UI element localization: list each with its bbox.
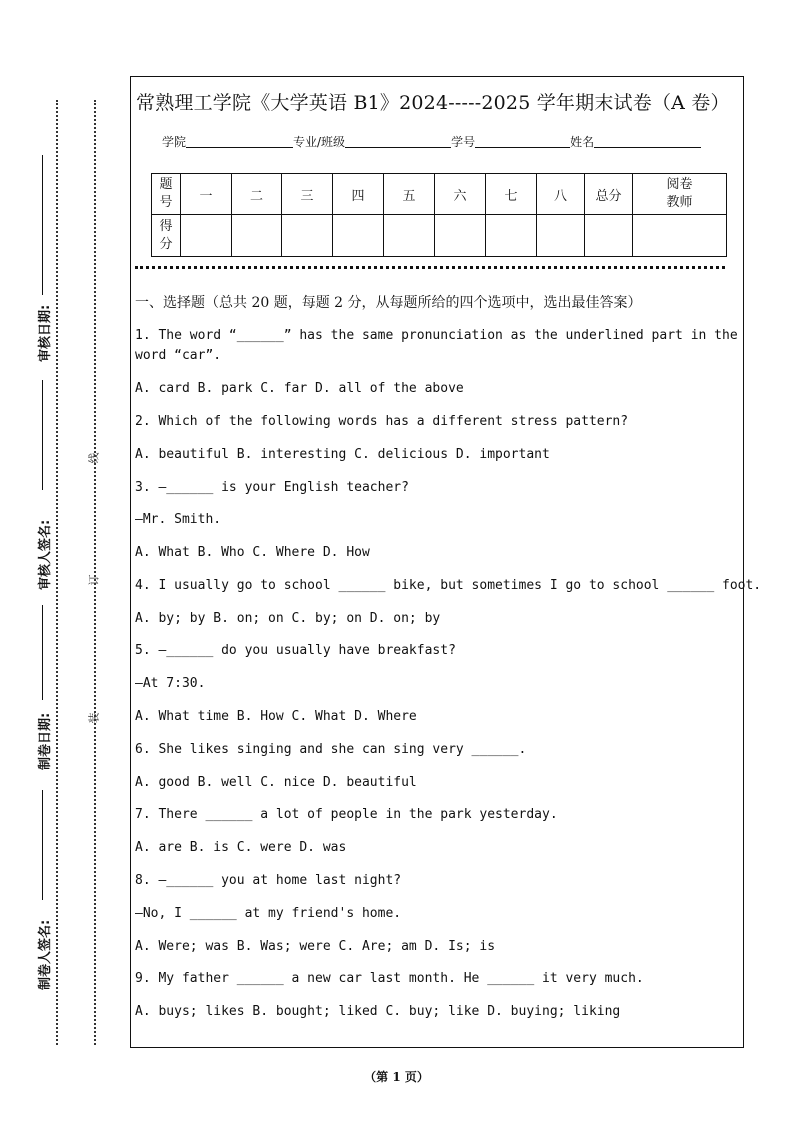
score-cell[interactable] bbox=[282, 215, 333, 257]
score-cell[interactable] bbox=[486, 215, 537, 257]
question-line: 7. There ______ a lot of people in the park yesterday. bbox=[135, 807, 558, 822]
question-number-head: 题 号 bbox=[152, 174, 181, 215]
score-table-header-row bbox=[152, 174, 727, 215]
question-line: 9. My father ______ a new car last month. He ______ it very much. bbox=[135, 971, 644, 986]
student-info-row bbox=[162, 133, 701, 150]
exam-title: 常熟理工学院《大学英语 B1》2024-----2025 学年期末试卷（A 卷） bbox=[136, 92, 730, 114]
col-total: 总分 bbox=[585, 174, 633, 215]
question-line: 3. —______ is your English teacher? bbox=[135, 480, 409, 495]
question-line: 6. She likes singing and she can sing very ______. bbox=[135, 742, 527, 757]
question-line: A. Were; was B. Was; were C. Are; am D. Is; is bbox=[135, 939, 496, 954]
question-line: 8. —______ you at home last night? bbox=[135, 873, 402, 888]
col-4: 四 bbox=[333, 174, 384, 215]
maker-date-line bbox=[42, 605, 43, 700]
score-cell[interactable] bbox=[537, 215, 585, 257]
question-line: A. by; by B. on; on C. by; on D. on; by bbox=[135, 611, 441, 626]
question-line: A. are B. is C. were D. was bbox=[135, 840, 347, 855]
score-table bbox=[151, 173, 727, 257]
col-8: 八 bbox=[537, 174, 585, 215]
question-line: A. What B. Who C. Where D. How bbox=[135, 545, 370, 560]
question-line: —No, I ______ at my friend's home. bbox=[135, 906, 402, 921]
question-line: A. buys; likes B. bought; liked C. buy; like D. buying; liking bbox=[135, 1004, 621, 1019]
question-line: A. card B. park C. far D. all of the above bbox=[135, 381, 464, 396]
maker-date-label: 制卷日期: bbox=[38, 712, 53, 770]
reviewer-sign-line bbox=[42, 380, 43, 490]
student-id-label: 学号 bbox=[451, 135, 476, 149]
reviewer-date-label: 审核日期: bbox=[38, 304, 53, 362]
question-line: 1. The word “______” has the same pronunciation as the underlined part in the word “car”. bbox=[135, 328, 738, 363]
question-line: 2. Which of the following words has a different stress pattern? bbox=[135, 414, 629, 429]
score-cell[interactable] bbox=[384, 215, 435, 257]
col-6: 六 bbox=[435, 174, 486, 215]
major-field[interactable] bbox=[345, 135, 451, 148]
score-table-score-row bbox=[152, 215, 727, 257]
grader-head: 阅卷 教师 bbox=[633, 174, 727, 215]
score-cell[interactable] bbox=[333, 215, 384, 257]
question-line: 4. I usually go to school ______ bike, but sometimes I go to school ______ foot. bbox=[135, 578, 762, 593]
question-line: —At 7:30. bbox=[135, 676, 206, 691]
major-label: 专业/班级 bbox=[293, 135, 346, 149]
name-field[interactable] bbox=[594, 135, 701, 148]
question-line: A. good B. well C. nice D. beautiful bbox=[135, 775, 417, 790]
page-number: （第 1 页） bbox=[364, 1070, 429, 1084]
score-total-cell[interactable] bbox=[585, 215, 633, 257]
score-cell[interactable] bbox=[232, 215, 282, 257]
name-label: 姓名 bbox=[570, 135, 595, 149]
binding-bind-char: 装 bbox=[87, 712, 101, 724]
col-7: 七 bbox=[486, 174, 537, 215]
question-line: 5. —______ do you usually have breakfast? bbox=[135, 643, 456, 658]
col-3: 三 bbox=[282, 174, 333, 215]
question-line: —Mr. Smith. bbox=[135, 512, 222, 527]
binding-dotted-line-outer bbox=[56, 100, 58, 1045]
score-cell[interactable] bbox=[181, 215, 232, 257]
col-1: 一 bbox=[181, 174, 232, 215]
college-label: 学院 bbox=[162, 135, 187, 149]
question-line: A. beautiful B. interesting C. delicious D. important bbox=[135, 447, 550, 462]
student-id-field[interactable] bbox=[475, 135, 570, 148]
question-line: A. What time B. How C. What D. Where bbox=[135, 709, 417, 724]
maker-sign-line bbox=[42, 790, 43, 900]
binding-line-char: 线 bbox=[87, 452, 101, 464]
college-field[interactable] bbox=[186, 135, 293, 148]
score-cell[interactable] bbox=[435, 215, 486, 257]
maker-sign-label: 制卷人签名: bbox=[38, 919, 53, 990]
score-head: 得 分 bbox=[152, 215, 181, 257]
binding-dotted-line-inner bbox=[94, 100, 96, 1045]
grader-cell[interactable] bbox=[633, 215, 727, 257]
reviewer-date-line bbox=[42, 155, 43, 295]
section-title: 一、选择题（总共 20 题，每题 2 分，从每题所给的四个选项中，选出最佳答案） bbox=[135, 295, 642, 311]
binding-order-char: 订 bbox=[87, 574, 101, 586]
col-2: 二 bbox=[232, 174, 282, 215]
reviewer-sign-label: 审核人签名: bbox=[38, 519, 53, 590]
col-5: 五 bbox=[384, 174, 435, 215]
section-divider bbox=[135, 266, 725, 269]
